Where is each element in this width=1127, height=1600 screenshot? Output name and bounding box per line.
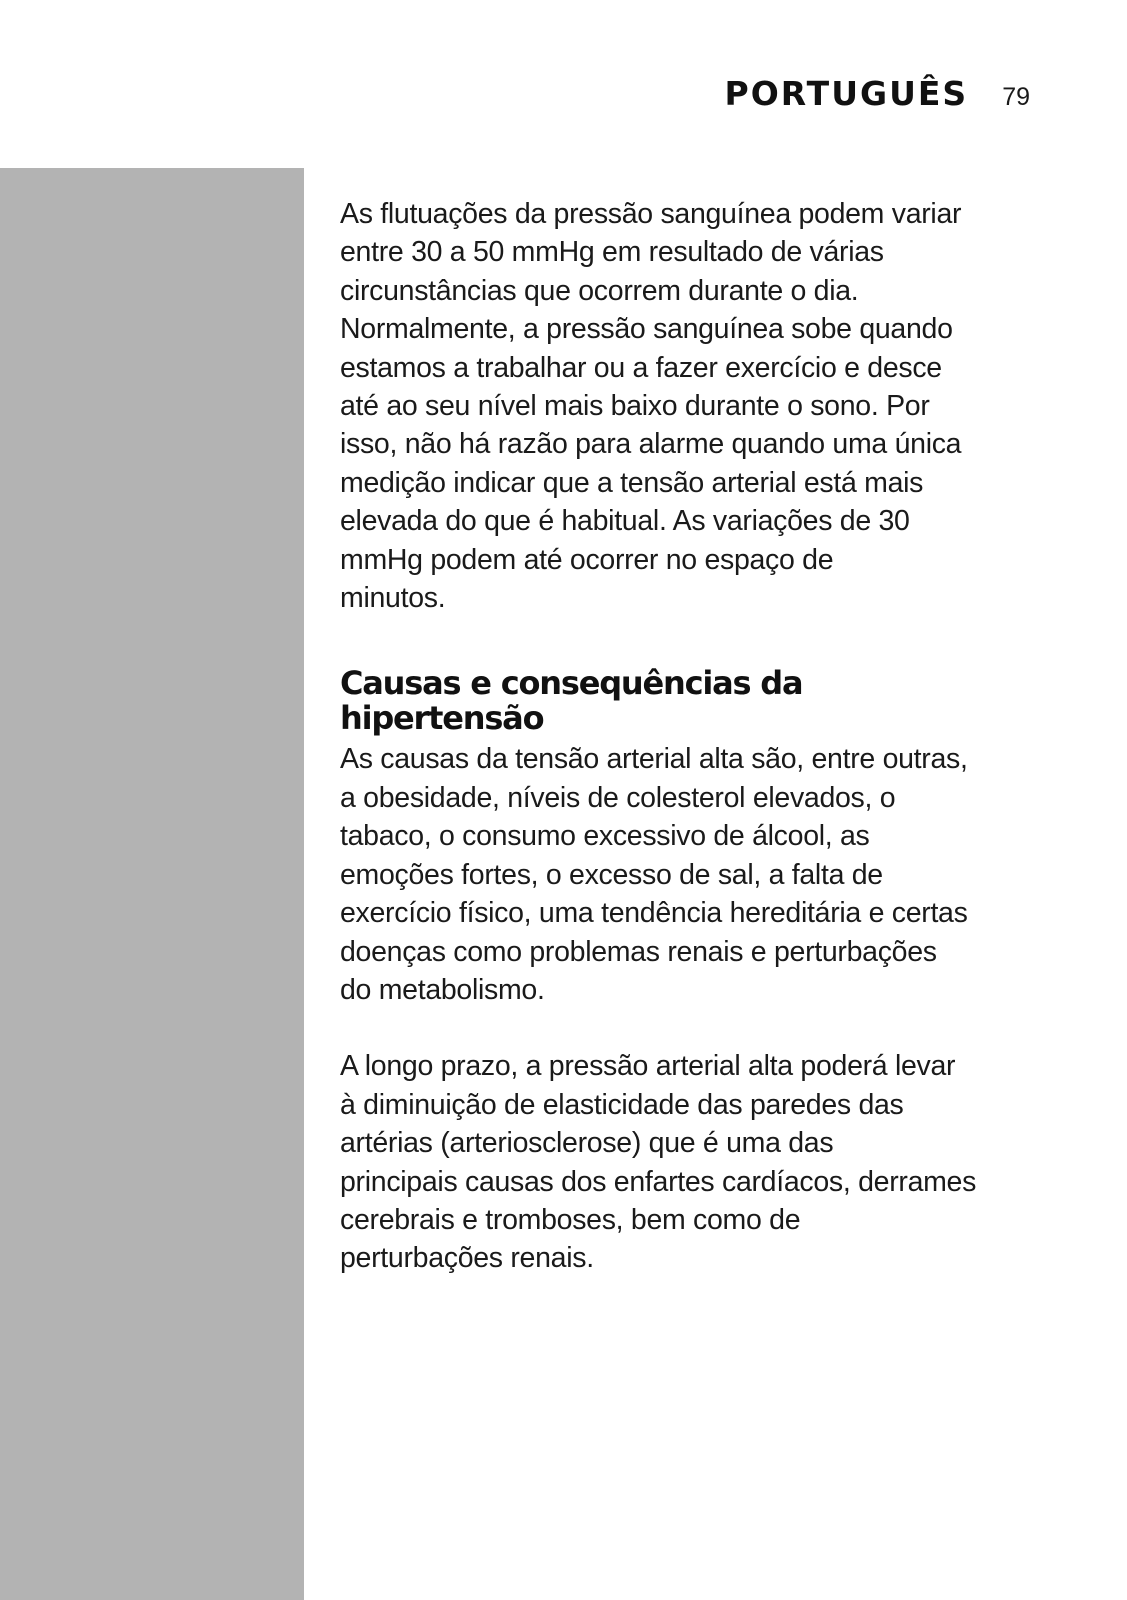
side-margin-band bbox=[0, 168, 304, 1600]
paragraph-blood-pressure-fluctuations: As flutuações da pressão sanguínea podem variar entre 30 a 50 mmHg em resultado de várias circunstâncias que ocorrem durante o dia. Normalmente, a pressão sanguínea sobe quando estamos a trabalhar ou a fazer exercício e desce até ao seu nível mais baixo durante o sono. Por isso, não há razão para alarme quando uma única medição indicar que a tensão arterial está mais elevada do que é habitual. As variações de 30 mmHg podem até ocorrer no espaço de minutos. bbox=[340, 198, 962, 615]
page-number: 79 bbox=[1002, 83, 1030, 111]
main-content bbox=[340, 195, 1040, 1278]
section-heading-causes: Causas e consequências da hipertensão bbox=[340, 664, 803, 738]
page-header bbox=[725, 74, 1030, 113]
paragraph-consequences: A longo prazo, a pressão arterial alta poderá levar à diminuição de elasticidade das paredes das artérias (arteriosclerose) que é uma das principais causas dos enfartes cardíacos, derrames cerebrais e tromboses, bem como de perturbações renais. bbox=[340, 1050, 977, 1275]
section-language-title: PORTUGUÊS bbox=[724, 74, 969, 113]
paragraph-causes: As causas da tensão arterial alta são, entre outras, a obesidade, níveis de colesterol elevados, o tabaco, o consumo excessivo de álcool, as emoções fortes, o excesso de sal, a falta de exercício físico, uma tendência hereditária e certas doenças como problemas renais e perturbações do metabolismo. bbox=[340, 743, 968, 1006]
paragraph-spacer bbox=[340, 1009, 1040, 1047]
